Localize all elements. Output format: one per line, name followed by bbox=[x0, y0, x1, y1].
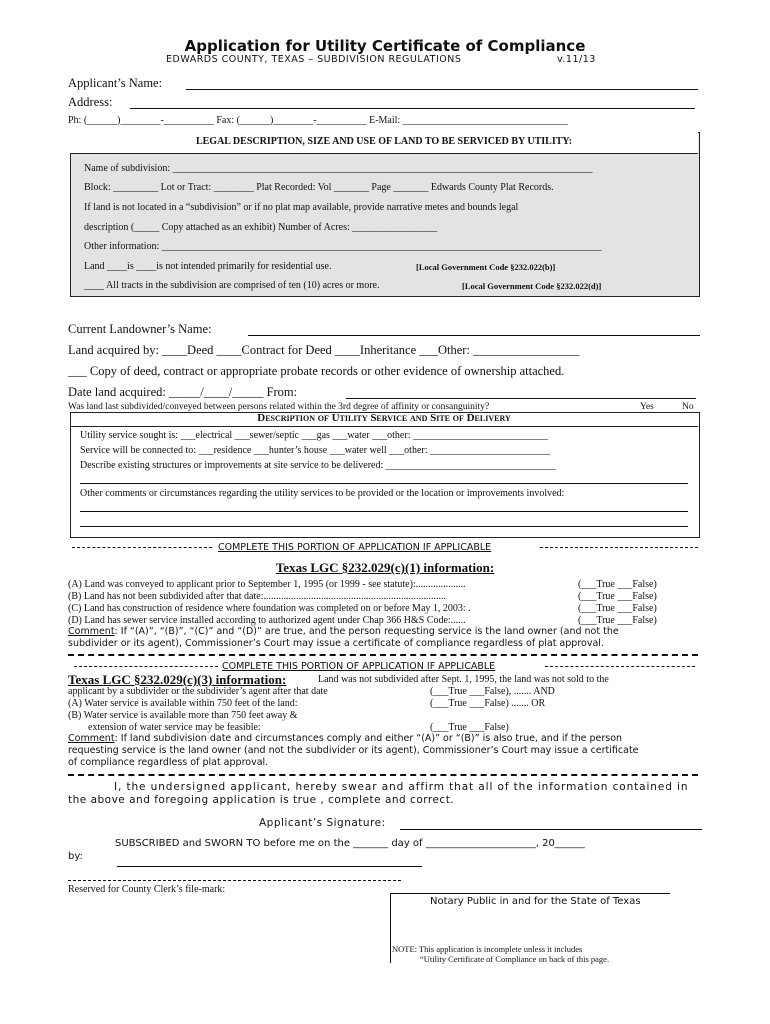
service-connected-to-line[interactable]: Service will be connected to: ___residence ___hunter’s house ___water well ___other: ________________________ bbox=[80, 445, 550, 456]
section2-heading-text: Land was not subdivided after Sept. 1, 1995, the land was not sold to the bbox=[318, 674, 609, 685]
section2-line-applicant: applicant by a subdivider or the subdivider’s agent after that date bbox=[68, 686, 328, 697]
section1-item-d-answer[interactable]: (___True ___False) bbox=[578, 615, 657, 626]
utility-service-heading: Description of Utility Service and Site of Delivery bbox=[257, 412, 511, 424]
legal-description-heading: LEGAL DESCRIPTION, SIZE AND USE OF LAND TO BE SERVICED BY UTILITY: bbox=[195, 136, 573, 147]
section1-comment bbox=[68, 626, 619, 637]
by-label: by: bbox=[68, 851, 83, 862]
notary-signature-field[interactable] bbox=[390, 893, 670, 894]
section1-item-c-answer[interactable]: (___True ___False) bbox=[578, 603, 657, 614]
applicant-name-field[interactable] bbox=[186, 89, 698, 90]
phone-fax-email-line[interactable]: Ph: (______)________-__________ Fax: (______)________-__________ E-Mail: _________________________________ bbox=[68, 115, 568, 126]
related-no-option[interactable]: No bbox=[682, 402, 694, 412]
existing-structures-field[interactable] bbox=[80, 483, 688, 484]
applicant-signature-label: Applicant’s Signature: bbox=[259, 817, 386, 829]
section1-end-divider bbox=[68, 654, 698, 656]
applicant-signature-field[interactable] bbox=[400, 829, 702, 830]
section1-item-d: (D) Land has sewer service installed according to authorized agent under Chap 366 H&S Code:...... bbox=[68, 615, 466, 626]
completeness-note-1: NOTE: This application is incomplete unless it includes bbox=[392, 944, 583, 954]
divider-left-1 bbox=[72, 547, 212, 548]
version-label: v.11/13 bbox=[557, 54, 596, 65]
section1-comment-label: Comment bbox=[68, 626, 115, 637]
divider-right-1 bbox=[540, 547, 698, 548]
section1-item-b: (B) Land has not been subdivided after that date:......................................................................... bbox=[68, 591, 446, 602]
other-information-line[interactable]: Other information: ________________________________________________________________________________________ bbox=[84, 241, 602, 252]
clerk-divider bbox=[68, 880, 401, 881]
section1-item-a: (A) Land was conveyed to applicant prior to September 1, 1995 (or 1999 - see statute):.................... bbox=[68, 579, 466, 590]
ten-acre-tracts-code: [Local Government Code §232.022(d)] bbox=[462, 281, 602, 291]
section1-heading: Texas LGC §232.029(c)(1) information: bbox=[275, 560, 495, 575]
section2-comment bbox=[68, 733, 622, 744]
county-clerk-label: Reserved for County Clerk’s file-mark: bbox=[68, 884, 226, 895]
section2-comment-text-1: : If land subdivision date and circumstances comply and either “(A)” or “(B)” is also true, and if the person bbox=[114, 733, 623, 744]
divider-left-2 bbox=[74, 666, 218, 667]
other-comments-field-1[interactable] bbox=[80, 511, 688, 512]
completeness-note-2: “Utility Certificate of Compliance on back of this page. bbox=[420, 954, 610, 964]
section1-divider-label: COMPLETE THIS PORTION OF APPLICATION IF APPLICABLE bbox=[218, 542, 492, 553]
block-lot-line[interactable]: Block: _________ Lot or Tract: ________ Plat Recorded: Vol _______ Page _______ Edwards County Plat Records. bbox=[84, 182, 554, 193]
acquired-from-field[interactable] bbox=[346, 398, 696, 399]
notary-box-border bbox=[390, 893, 391, 963]
land-acquired-by-line[interactable]: Land acquired by: ____Deed ____Contract for Deed ____Inheritance ___Other: _________________ bbox=[68, 343, 580, 357]
section2-line-a: (A) Water service is available within 750 feet of the land: bbox=[68, 698, 298, 709]
address-label: Address: bbox=[68, 95, 113, 109]
page-subtitle: EDWARDS COUNTY, TEXAS – SUBDIVISION REGULATIONS bbox=[166, 54, 462, 65]
other-comments-field-2[interactable] bbox=[80, 526, 688, 527]
section1-item-a-answer[interactable]: (___True ___False) bbox=[578, 579, 657, 590]
section1-item-b-answer[interactable]: (___True ___False) bbox=[578, 591, 657, 602]
legal-description-box bbox=[70, 132, 700, 297]
residential-use-code: [Local Government Code §232.022(b)] bbox=[416, 262, 556, 272]
divider-right-2 bbox=[545, 666, 695, 667]
section2-applicant-answer[interactable]: (___True ___False), ....... AND bbox=[430, 686, 555, 697]
subdivision-name-line[interactable]: Name of subdivision: ____________________________________________________________________________________ bbox=[84, 163, 593, 174]
copy-of-deed-line[interactable]: ___ Copy of deed, contract or appropriate probate records or other evidence of ownership attached. bbox=[68, 364, 565, 378]
current-landowner-label: Current Landowner’s Name: bbox=[68, 322, 212, 336]
section2-divider-label: COMPLETE THIS PORTION OF APPLICATION IF APPLICABLE bbox=[222, 661, 496, 672]
address-field[interactable] bbox=[130, 108, 695, 109]
subscribed-sworn-line[interactable]: SUBSCRIBED and SWORN TO before me on the _______ day of ______________________, 20______ bbox=[115, 838, 585, 849]
current-landowner-field[interactable] bbox=[248, 335, 700, 336]
section2-end-divider bbox=[68, 774, 698, 776]
section2-a-answer[interactable]: (___True ___False) ....... OR bbox=[430, 698, 546, 709]
residential-use-line[interactable]: Land ____is ____is not intended primarily for residential use. bbox=[84, 261, 332, 272]
section2-line-b-cont: extension of water service may be feasible: bbox=[88, 722, 261, 733]
section2-b-answer[interactable]: (___True ___False) bbox=[430, 722, 509, 733]
metes-bounds-line: If land is not located in a “subdivision” or if no plat map available, provide narrative metes and bounds legal bbox=[84, 202, 519, 213]
ten-acre-tracts-line[interactable]: ____ All tracts in the subdivision are comprised of ten (10) acres or more. bbox=[84, 280, 380, 291]
related-parties-question: Was land last subdivided/conveyed between persons related within the 3rd degree of affinity or consanguinity? bbox=[68, 402, 490, 412]
date-land-acquired-line[interactable]: Date land acquired: _____/____/_____ From: bbox=[68, 385, 298, 399]
section1-item-c: (C) Land has construction of residence where foundation was completed on or before May 1, 2003: . bbox=[68, 603, 471, 614]
existing-structures-line[interactable]: Describe existing structures or improvements at site service to be delivered: __________________________________ bbox=[80, 460, 556, 471]
related-yes-option[interactable]: Yes bbox=[640, 402, 654, 412]
section1-comment-text-1: : If “(A)”, “(B)”, “(C)” and “(D)” are true, and the person requesting service is the land owner (and not the bbox=[114, 626, 619, 637]
affirmation-text-1: I, the undersigned applicant, hereby swear and affirm that all of the information contained in bbox=[114, 781, 689, 793]
section2-comment-text-3: of compliance regardless of plat approval. bbox=[68, 757, 269, 768]
affirmation-text-2: the above and foregoing application is true , complete and correct. bbox=[68, 794, 455, 806]
notary-public-label: Notary Public in and for the State of Texas bbox=[430, 896, 641, 907]
section2-comment-label: Comment bbox=[68, 733, 115, 744]
applicant-name-label: Applicant’s Name: bbox=[68, 76, 163, 90]
section1-comment-text-2: subdivider or its agent), Commissioner’s Court may issue a certificate of compliance regardless of plat approval. bbox=[68, 638, 604, 649]
description-acres-line[interactable]: description (_____ Copy attached as an exhibit) Number of Acres: _________________ bbox=[84, 222, 438, 233]
sworn-by-field[interactable] bbox=[117, 866, 422, 867]
utility-service-sought-line[interactable]: Utility service sought is: ___electrical ___sewer/septic ___gas ___water ___other: ___________________________ bbox=[80, 430, 548, 441]
section2-line-b: (B) Water service is available more than 750 feet away & bbox=[68, 710, 298, 721]
section2-heading: Texas LGC §232.029(c)(3) information: bbox=[68, 672, 287, 687]
page-title: Application for Utility Certificate of Compliance bbox=[184, 37, 586, 55]
other-comments-line: Other comments or circumstances regarding the utility services to be provided or the location or improvements involved: bbox=[80, 488, 565, 499]
section2-comment-text-2: requesting service is the land owner (and not the subdivider or its agent), Commissioner’s Court may issue a certificate bbox=[68, 745, 639, 756]
